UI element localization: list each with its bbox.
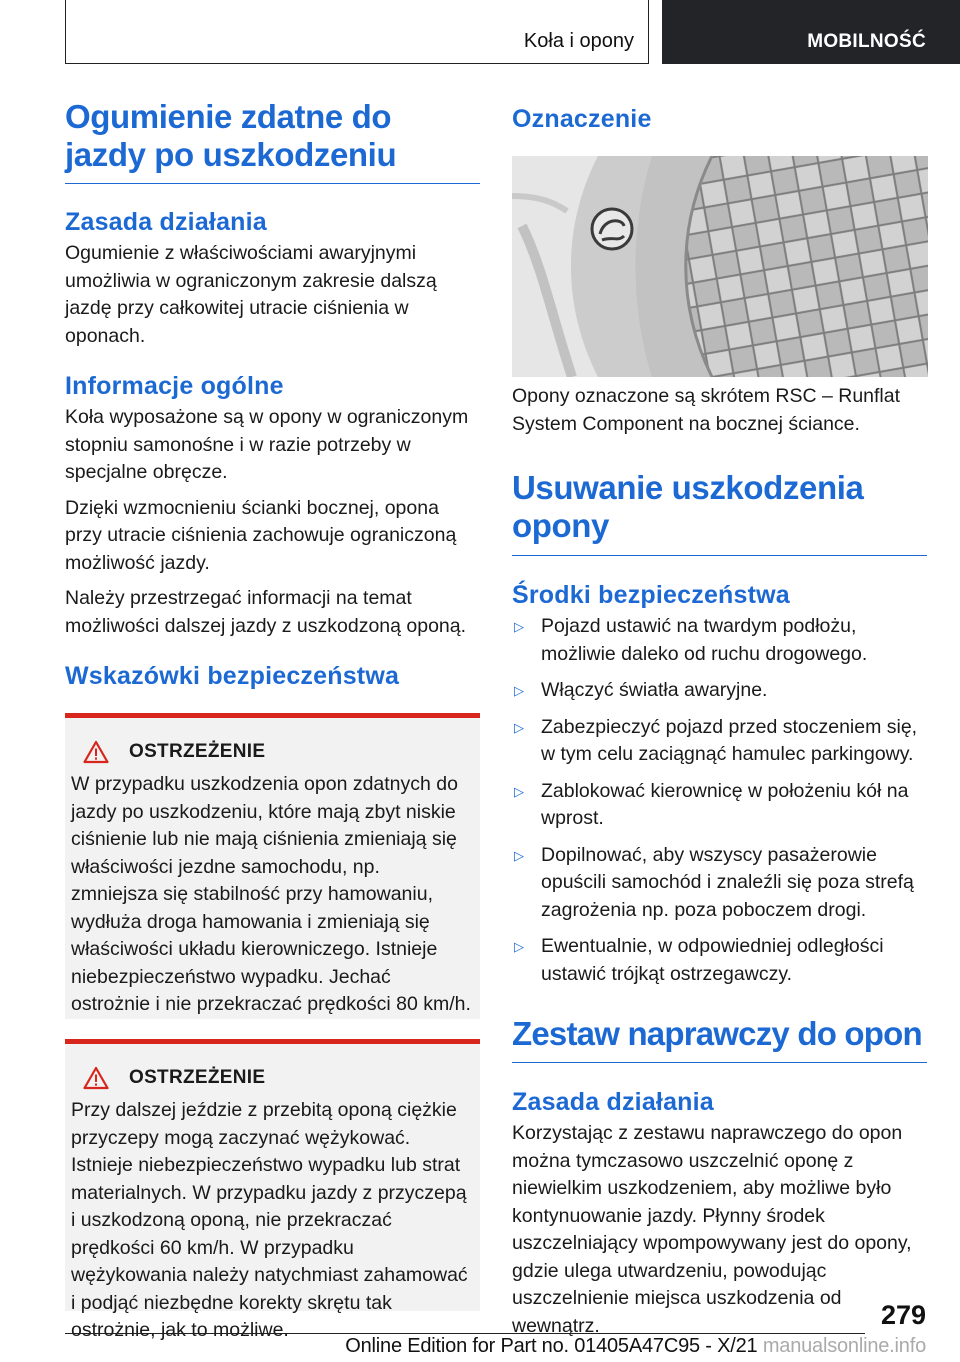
precautions-list [512, 613, 927, 988]
heading-precautions: Środki bezpieczeństwa [512, 581, 790, 609]
tire-rsc-photo [512, 156, 928, 377]
kit-rule [512, 1062, 927, 1063]
list-item [512, 613, 927, 668]
list-item [512, 677, 927, 705]
paragraph-info-1: Koła wyposażone są w opony w ograniczonym stopniu samonośne i w razie potrzeby w specjalne obręcze. [65, 406, 469, 483]
heading-kit-principle: Zasada działania [512, 1088, 714, 1116]
page-title: Ogumienie zdatne do jazdy po uszkodzeniu [65, 98, 397, 173]
triangle-bullet-icon: ▷ [514, 847, 524, 863]
heading-info: Informacje ogólne [65, 372, 284, 400]
list-item [512, 933, 927, 988]
section-title: Koła i opony [523, 30, 634, 52]
warning-box-1 [65, 713, 480, 1019]
heading-safety: Wskazówki bezpieczeństwa [65, 662, 400, 690]
warning-title: OSTRZEŻENIE [129, 1067, 266, 1088]
right-column [512, 98, 927, 1340]
warning-text: Przy dalszej jeździe z przebitą oponą ciężkie przyczepy mogą zaczynać wężykować. Istnieje niebezpieczeństwo wypadku lub strat materialnych. W przypadku jazdy z przyczepą i uszkodzoną oponą, nie przekraczać prędkości 60 km/h. W przypadku wężykowania należy natychmiast zahamować i podjąć niezbędne korekty skrętu tak ostrożnie, jak to możliwe. [71, 1099, 468, 1341]
list-item-text: Dopilnować, aby wszyscy pasażerowie opuścili samochód i znaleźli się poza strefą zagrożenia np. poza poboczem drogi. [541, 843, 914, 921]
triangle-bullet-icon: ▷ [514, 619, 524, 634]
section-title-repair: Usuwanie uszkodzenia opony [512, 469, 864, 544]
section-title-kit: Zestaw naprawczy do opon [512, 1015, 922, 1052]
list-item [512, 842, 927, 925]
list-item [512, 714, 927, 769]
heading-marking: Oznaczenie [512, 105, 652, 133]
paragraph-info-2: Dzięki wzmocnieniu ścianki bocznej, opona przy utracie ciśnienia zachowuje ograniczoną możliwość jazdy. [65, 496, 457, 574]
list-item-text: Włączyć światła awaryjne. [541, 679, 768, 701]
footer-line [345, 1335, 926, 1358]
watermark-logo[interactable]: manualsonline.info [762, 1335, 926, 1357]
paragraph-kit: Korzystając z zestawu naprawczego do opon można tymczasowo uszczelnić oponę z niewielkim uszkodzeniem, aby możliwe było kontynuowanie jazdy. Płynny środek uszczelniający wpompowywany jest do opony, gdzie ulega utwardzeniu, powodując uszczelnienie miejsca uszkodzenia od wewnątrz. [512, 1122, 912, 1337]
heading-zasada: Zasada działania [65, 208, 267, 236]
list-item-text: Ewentualnie, w odpowiedniej odległości ustawić trójkąt ostrzegawczy. [541, 935, 884, 985]
title-rule [65, 183, 480, 184]
chapter-label: MOBILNOŚĆ [807, 31, 926, 52]
list-item-text: Pojazd ustawić na twardym podłożu, możliwie daleko od ruchu drogowego. [541, 615, 868, 665]
caption-marking: Opony oznaczone są skrótem RSC – Runflat System Component na bocznej ściance. [512, 385, 901, 435]
edition-text: Online Edition for Part no. 01405A47C95 - X/21 [345, 1335, 758, 1357]
repair-rule [512, 555, 927, 556]
list-item-text: Zablokować kierownicę w położeniu kół na wprost. [541, 779, 909, 829]
warning-box-2 [65, 1039, 480, 1341]
footer-rule [65, 1333, 865, 1334]
paragraph-info-3: Należy przestrzegać informacji na temat możliwości dalszej jazdy z uszkodzoną oponą. [65, 587, 467, 637]
chapter-tab[interactable] [662, 0, 960, 64]
page-number: 279 [880, 1300, 926, 1330]
list-item-text: Zabezpieczyć pojazd przed stoczeniem się, w tym celu zaciągnąć hamulec parkingowy. [541, 715, 918, 765]
list-item [512, 778, 927, 833]
left-column [65, 98, 480, 1341]
warning-triangle-icon [83, 740, 109, 764]
triangle-bullet-icon: ▷ [514, 683, 524, 698]
paragraph-zasada: Ogumienie z właściwościami awaryjnymi umożliwia w ograniczonym zakresie dalszą jazdę przy całkowitej utracie ciśnienia w oponach. [65, 242, 437, 347]
warning-triangle-icon [83, 1066, 109, 1090]
triangle-bullet-icon: ▷ [514, 783, 524, 799]
warning-title: OSTRZEŻENIE [129, 741, 266, 762]
triangle-bullet-icon: ▷ [514, 719, 524, 735]
triangle-bullet-icon: ▷ [514, 939, 524, 954]
warning-text: W przypadku uszkodzenia opon zdatnych do jazdy po uszkodzeniu, które mają zbyt niskie ciśnienie lub nie mają ciśnienia zmieniają się właściwości jezdne samochodu, np. zmniejsza się stabilność przy hamowaniu, wydłuża droga hamowania i zmieniają się właściwości układu kierowniczego. Istnieje niebezpieczeństwo wypadku. Jechać ostrożnie i nie przekraczać prędkości 80 km/h. [71, 773, 471, 1015]
